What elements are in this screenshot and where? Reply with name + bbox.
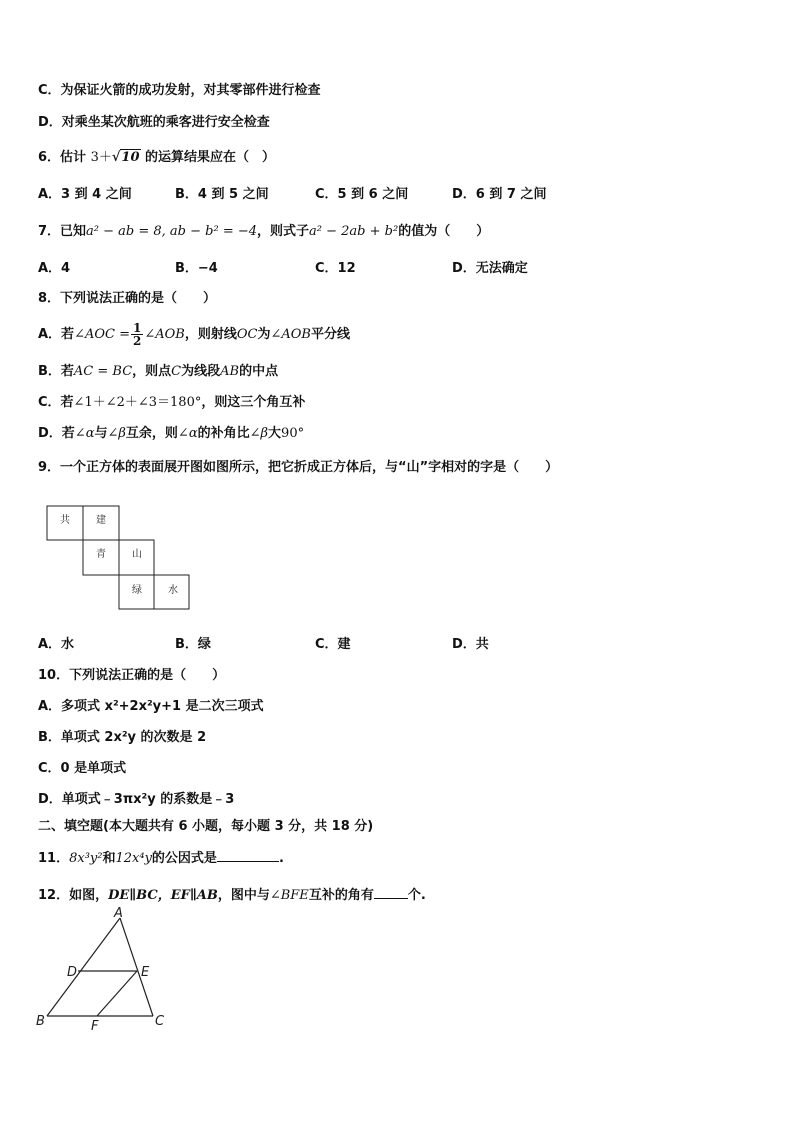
label-c: C <box>155 1014 165 1029</box>
q8-d-alpha: ∠α <box>74 426 95 441</box>
q8-a-lhs: ∠AOC = <box>74 327 130 342</box>
q6-option-a[interactable]: A．3 到 4 之间 <box>38 187 132 202</box>
q7-option-d[interactable]: D．无法确定 <box>452 261 528 276</box>
q8-d-alpha2: ∠α <box>177 426 198 441</box>
q7-stem-prefix: 7．已知 <box>38 224 87 239</box>
q5-option-c[interactable]: C．为保证火箭的成功发射，对其零部件进行检查 <box>38 83 321 98</box>
q8-a-rhs: ∠AOB <box>144 327 185 342</box>
q8-stem: 8．下列说法正确的是（ ） <box>38 291 217 306</box>
q9-stem: 9．一个正方体的表面展开图如图所示，把它折成正方体后，与“山”字相对的字是（ ） <box>38 460 559 475</box>
q6-stem <box>38 149 275 167</box>
q7-option-b[interactable]: B．−4 <box>175 261 218 276</box>
q8-d-beta: ∠β <box>107 426 126 441</box>
q8-a-fraction <box>131 322 143 347</box>
q8-c-end: ，则这三个角互补 <box>201 395 306 410</box>
q6-expr-int: 3＋ <box>90 150 112 165</box>
q7-stem-mid: ，则式子 <box>257 224 310 239</box>
q7-target-expression: a² − 2ab + b² <box>309 224 399 239</box>
sqrt-icon: √ <box>111 150 121 165</box>
net-cell-6: 水 <box>168 585 178 596</box>
q8-a-angle: ∠AOB <box>270 327 311 342</box>
q7-option-c[interactable]: C．12 <box>315 261 356 276</box>
net-cell-1: 共 <box>60 515 70 526</box>
q8-b-mid: ，则点 <box>132 364 172 379</box>
q8-c-expr: ∠1＋∠2＋∠3＝180° <box>73 395 202 410</box>
q10-option-c[interactable]: C．0 是单项式 <box>38 761 127 776</box>
q6-expr-radicand: 10 <box>121 150 140 165</box>
q7-stem <box>38 223 489 241</box>
q12-answer-blank[interactable] <box>374 886 408 899</box>
q8-a-prefix: A．若 <box>38 327 75 342</box>
q10-option-b[interactable]: B．单项式 2x²y 的次数是 2 <box>38 730 207 745</box>
net-cell-3: 青 <box>96 549 106 560</box>
q7-stem-suffix: 的值为（ ） <box>398 224 490 239</box>
q12-end: 个. <box>407 888 426 903</box>
label-b: B <box>36 1014 45 1029</box>
q8-option-d[interactable] <box>38 425 304 443</box>
q6-expression <box>91 149 141 165</box>
segment-ef <box>97 971 137 1016</box>
q8-b-seg: 为线段 <box>181 364 221 379</box>
q12-angle: ∠BFE <box>269 888 309 903</box>
q6-stem-prefix: 6．估计 <box>38 150 87 165</box>
fraction-numerator: 1 <box>132 321 142 335</box>
q8-b-prefix: B．若 <box>38 364 74 379</box>
label-a: A <box>114 906 123 921</box>
q9-options <box>38 636 758 654</box>
q11-expr1: 8x³y² <box>69 851 103 866</box>
q8-c-prefix: C．若 <box>38 395 74 410</box>
q8-a-end: 平分线 <box>310 327 350 342</box>
triangle-figure <box>30 904 180 1036</box>
q8-d-beta2: ∠β <box>249 426 269 441</box>
q11-answer-blank[interactable] <box>217 849 279 862</box>
q7-given-expression: a² − ab = 8, ab − b² = −4 <box>86 224 258 239</box>
q11-period: . <box>278 851 284 866</box>
q8-b-end: 的中点 <box>239 364 279 379</box>
q9-option-a[interactable]: A．水 <box>38 637 75 652</box>
label-f: F <box>91 1019 99 1034</box>
q11-number: 11． <box>38 851 70 866</box>
cube-net-figure <box>40 498 200 614</box>
q12-condition: DE∥BC，EF∥AB <box>108 888 218 903</box>
q6-stem-suffix: 的运算结果应在（ ） <box>145 150 276 165</box>
section-title: 二、填空题(本大题共有 6 小题，每小题 3 分，共 18 分) <box>38 819 374 834</box>
q8-option-a[interactable] <box>38 321 350 349</box>
q11-expr2: 12x⁴y <box>115 851 152 866</box>
q8-d-degrees: 90° <box>281 426 305 441</box>
q8-d-end: 大 <box>268 426 282 441</box>
q8-d-mid2: 的补角比 <box>197 426 250 441</box>
q8-d-mid: 互余，则 <box>125 426 178 441</box>
label-e: E <box>141 965 150 980</box>
q8-d-prefix: D．若 <box>38 426 75 441</box>
fraction-denominator: 2 <box>132 334 142 348</box>
q10-stem: 10．下列说法正确的是（ ） <box>38 668 226 683</box>
q6-option-b[interactable]: B．4 到 5 之间 <box>175 187 269 202</box>
q7-options <box>38 260 758 278</box>
q8-b-segment: AB <box>220 364 240 379</box>
q6-option-c[interactable]: C．5 到 6 之间 <box>315 187 409 202</box>
q12-mid: ，图中与 <box>217 888 270 903</box>
q8-b-point: C <box>171 364 182 379</box>
q12-mid2: 互补的角有 <box>308 888 374 903</box>
q8-a-as: 为 <box>257 327 271 342</box>
net-cell-5: 绿 <box>132 585 142 596</box>
q10-option-d[interactable]: D．单项式﹣3πx²y 的系数是﹣3 <box>38 792 235 807</box>
q9-option-c[interactable]: C．建 <box>315 637 351 652</box>
q8-b-expr: AC = BC <box>73 364 133 379</box>
q10-option-a[interactable]: A．多项式 x²+2x²y+1 是二次三项式 <box>38 699 264 714</box>
q12-prefix: 12．如图， <box>38 888 109 903</box>
q5-option-d[interactable]: D．对乘坐某次航班的乘客进行安全检查 <box>38 115 270 130</box>
q11-and: 和 <box>102 851 116 866</box>
q6-option-d[interactable]: D．6 到 7 之间 <box>452 187 547 202</box>
side-ab <box>47 918 120 1016</box>
q7-option-a[interactable]: A．4 <box>38 261 71 276</box>
q9-option-d[interactable]: D．共 <box>452 637 489 652</box>
net-cell-2: 建 <box>96 515 106 526</box>
label-d: D <box>67 965 78 980</box>
q8-option-b[interactable] <box>38 363 278 381</box>
q11-stem <box>38 849 284 868</box>
q12-stem <box>38 886 426 905</box>
q9-option-b[interactable]: B．绿 <box>175 637 211 652</box>
q8-a-mid: ，则射线 <box>184 327 237 342</box>
q8-a-ray: OC <box>236 327 258 342</box>
net-cell-4: 山 <box>132 549 142 560</box>
q11-end: 的公因式是 <box>151 851 217 866</box>
q8-d-with: 与 <box>94 426 108 441</box>
q8-option-c[interactable] <box>38 394 305 412</box>
q6-options <box>38 186 758 204</box>
